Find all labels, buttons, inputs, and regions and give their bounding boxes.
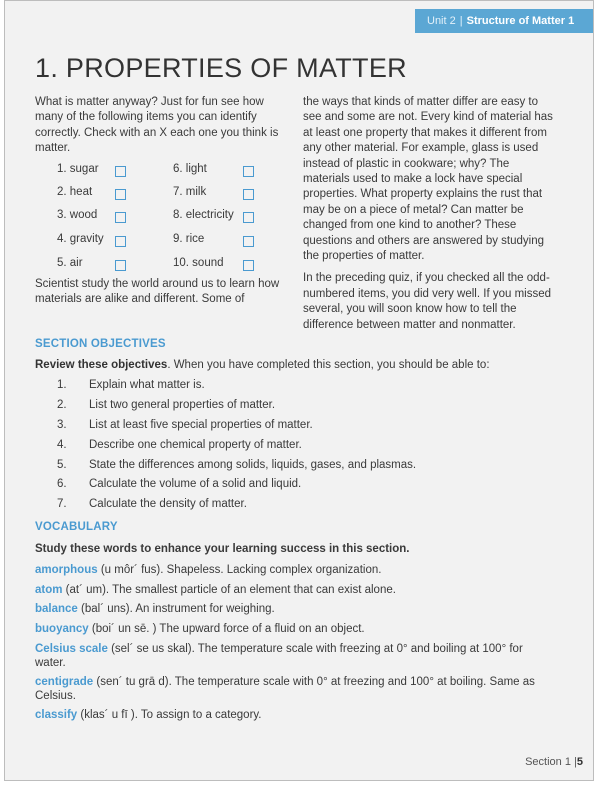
vocabulary-heading: VOCABULARY: [35, 521, 118, 533]
objective-item: 5. State the differences among solids, liquids, gases, and plasmas.: [57, 459, 417, 471]
quiz-item: 1. sugar: [57, 163, 99, 175]
body-paragraph: Scientist study the world around us to learn how materials are alike and different. Some of: [35, 278, 280, 306]
right-column: [303, 95, 559, 333]
unit-banner: [415, 9, 593, 33]
banner-separator: |: [459, 15, 463, 27]
objective-item: 2. List two general properties of matter.: [57, 399, 276, 411]
quiz-checkbox[interactable]: [243, 189, 254, 200]
quiz-checkbox[interactable]: [115, 189, 126, 200]
quiz-checkbox[interactable]: [243, 260, 254, 271]
objective-item: 6. Calculate the volume of a solid and liquid.: [57, 478, 302, 490]
vocabulary-term: centigrade (sen´ tu grā d). The temperature scale with 0° at freezing and 100° at boiling. Same as Celsius.: [35, 676, 535, 702]
vocabulary-term: amorphous (u môr´ fus). Shapeless. Lacking complex organization.: [35, 564, 382, 576]
quiz-checkbox[interactable]: [243, 166, 254, 177]
unit-title: Structure of Matter 1: [466, 15, 575, 27]
vocabulary-term: Celsius scale (sel´ se us skal). The temperature scale with freezing at 0° and boiling at 100° for water.: [35, 643, 523, 669]
vocabulary-term: atom (at´ um). The smallest particle of an element that can exist alone.: [35, 584, 396, 596]
page: [4, 0, 594, 781]
body-paragraph: the ways that kinds of matter differ are easy to see and some are not. Every kind of material has at least one property that makes it different from any other material. For example, glass is used instead of plastic in cookware; why? The materials used to make a lock have special properties. What property explains the rust that may be on a piece of metal? Can matter be changed from one kind to another? These questions and others are answered by studying the properties of matter.: [303, 96, 553, 263]
unit-label: Unit 2: [427, 15, 456, 27]
objective-item: 7. Calculate the density of matter.: [57, 498, 247, 510]
quiz-item: 9. rice: [173, 233, 205, 245]
page-title: 1. PROPERTIES OF MATTER: [35, 53, 407, 83]
quiz-checkbox[interactable]: [115, 260, 126, 271]
footer-separator: |: [574, 756, 577, 768]
objectives-heading: SECTION OBJECTIVES: [35, 338, 166, 350]
quiz-item: 7. milk: [173, 186, 207, 198]
objectives-intro: Review these objectives. When you have completed this section, you should be able to:: [35, 359, 490, 371]
quiz-item: 2. heat: [57, 186, 93, 198]
objective-item: 1. Explain what matter is.: [57, 379, 205, 391]
left-column: [35, 95, 287, 157]
left-column-continued: [35, 277, 287, 308]
page-number: 5: [576, 756, 583, 768]
quiz-item: 3. wood: [57, 209, 98, 221]
quiz-checkbox[interactable]: [243, 236, 254, 247]
vocabulary-term: balance (bal´ uns). An instrument for weighing.: [35, 603, 275, 615]
vocabulary-intro: Study these words to enhance your learning success in this section.: [35, 543, 410, 555]
objective-item: 3. List at least five special properties of matter.: [57, 419, 313, 431]
footer-section: Section 1: [525, 756, 571, 768]
quiz-checkbox[interactable]: [115, 236, 126, 247]
quiz-checkbox[interactable]: [243, 212, 254, 223]
quiz-item: 6. light: [173, 163, 207, 175]
vocabulary-term: buoyancy (boi´ un sē. ) The upward force of a fluid on an object.: [35, 623, 365, 635]
page-footer: [525, 756, 583, 768]
quiz-item: 4. gravity: [57, 233, 104, 245]
quiz-item: 10. sound: [173, 257, 224, 269]
vocabulary-term: classify (klas´ u fī ). To assign to a category.: [35, 709, 262, 721]
objective-item: 4. Describe one chemical property of matter.: [57, 439, 302, 451]
intro-paragraph: What is matter anyway? Just for fun see how many of the following items you can identify correctly. Check with an X each one you think is matter.: [35, 96, 279, 155]
quiz-checkbox[interactable]: [115, 166, 126, 177]
quiz-checkbox[interactable]: [115, 212, 126, 223]
quiz-item: 5. air: [57, 257, 83, 269]
body-paragraph: In the preceding quiz, if you checked all the odd-numbered items, you did very well. If you missed several, you will soon know how to tell the difference between matter and nonmatter.: [303, 272, 551, 331]
quiz-item: 8. electricity: [173, 209, 234, 221]
